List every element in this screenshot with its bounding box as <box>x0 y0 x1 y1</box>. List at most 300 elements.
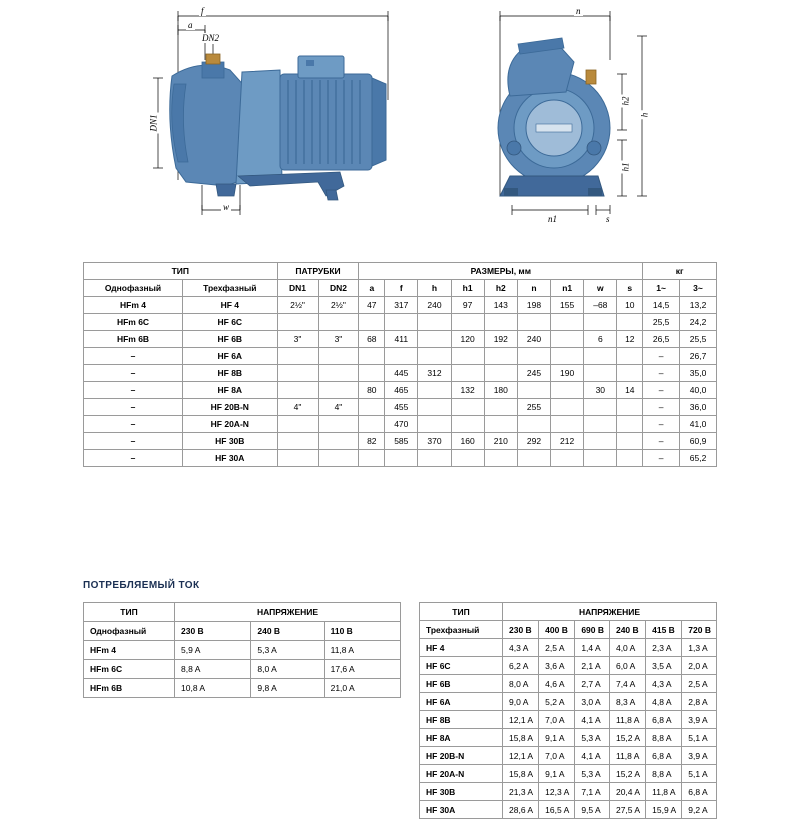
table-row <box>84 314 717 331</box>
cell-current-3: 6,0 A <box>609 657 645 675</box>
cell-h1 <box>451 365 484 382</box>
cell-n: 245 <box>517 365 550 382</box>
cell-current-5: 2,8 A <box>682 693 717 711</box>
cell-a <box>359 365 385 382</box>
cell-dn2 <box>318 314 359 331</box>
header-col-a: a <box>359 280 385 297</box>
header-voltage-690: 690 В <box>575 621 610 639</box>
cell-single-phase-type: – <box>84 348 183 365</box>
cell-current-1: 9,1 A <box>539 729 575 747</box>
table-subheader-row <box>84 280 717 297</box>
header-voltage-415: 415 В <box>646 621 682 639</box>
cell-f: 455 <box>385 399 418 416</box>
dim-label-dn2: DN2 <box>202 33 220 43</box>
cell-three-phase-type: HF 6C <box>183 314 278 331</box>
cell-n <box>517 314 550 331</box>
header-type: ТИП <box>84 263 278 280</box>
cell-f: 445 <box>385 365 418 382</box>
cell-h2 <box>484 450 517 467</box>
cell-h1 <box>451 450 484 467</box>
cell-dn2: 2½" <box>318 297 359 314</box>
cell-n <box>517 450 550 467</box>
cell-current-4: 3,5 A <box>646 657 682 675</box>
cell-h1: 132 <box>451 382 484 399</box>
cell-weight-3ph: 41,0 <box>680 416 717 433</box>
cell-dn2: 3" <box>318 331 359 348</box>
cell-n1: 155 <box>551 297 584 314</box>
cell-weight-3ph: 40,0 <box>680 382 717 399</box>
cell-type: HF 6A <box>420 693 503 711</box>
cell-h2 <box>484 365 517 382</box>
cell-single-phase-type: – <box>84 399 183 416</box>
cell-type: HF 6C <box>420 657 503 675</box>
dim-label-dn1: DN1 <box>148 114 159 132</box>
table-row <box>420 765 717 783</box>
cell-weight-3ph: 13,2 <box>680 297 717 314</box>
cell-type: HF 20A-N <box>420 765 503 783</box>
cell-weight-1ph: – <box>643 382 680 399</box>
technical-drawings <box>0 0 800 232</box>
cell-n <box>517 382 550 399</box>
table-row <box>420 801 717 819</box>
cell-current-0: 6,2 A <box>503 657 539 675</box>
header-col-f: f <box>385 280 418 297</box>
cell-current-1: 3,6 A <box>539 657 575 675</box>
header-type: ТИП <box>84 603 175 622</box>
cell-current-3: 11,8 A <box>609 711 645 729</box>
dim-label-h2: h2 <box>620 96 631 106</box>
dim-label-s: s <box>606 214 610 224</box>
cell-three-phase-type: HF 30A <box>183 450 278 467</box>
cell-type: HF 30A <box>420 801 503 819</box>
cell-f: 465 <box>385 382 418 399</box>
cell-current-4: 8,8 A <box>646 765 682 783</box>
cell-w <box>584 433 617 450</box>
table-row <box>420 693 717 711</box>
table-row <box>84 331 717 348</box>
header-single-phase: Однофазный <box>84 280 183 297</box>
cell-three-phase-type: HF 20B-N <box>183 399 278 416</box>
cell-weight-1ph: – <box>643 399 680 416</box>
cell-current-0: 12,1 A <box>503 711 539 729</box>
cell-current-2: 1,4 A <box>575 639 610 657</box>
cell-s <box>617 399 643 416</box>
header-col-s: s <box>617 280 643 297</box>
header-type: ТИП <box>420 603 503 621</box>
cell-current-5: 5,1 A <box>682 729 717 747</box>
cell-current-1: 5,2 A <box>539 693 575 711</box>
cell-weight-1ph: – <box>643 433 680 450</box>
cell-dn1: 2½" <box>277 297 318 314</box>
cell-current-4: 8,8 A <box>646 729 682 747</box>
cell-w <box>584 399 617 416</box>
cell-current-1: 9,1 A <box>539 765 575 783</box>
cell-current-4: 4,3 A <box>646 675 682 693</box>
header-voltage-240: 240 В <box>251 622 324 641</box>
cell-current-2: 3,0 A <box>575 693 610 711</box>
header-col-n: n <box>517 280 550 297</box>
cell-current-1: 8,0 A <box>251 660 324 679</box>
table-header-row <box>84 263 717 280</box>
cell-h2 <box>484 314 517 331</box>
cell-s <box>617 314 643 331</box>
cell-dn2 <box>318 382 359 399</box>
cell-n <box>517 348 550 365</box>
header-three-phase: Трехфазный <box>420 621 503 639</box>
cell-f: 470 <box>385 416 418 433</box>
dim-label-h1: h1 <box>620 162 631 172</box>
front-view-drawing <box>470 0 730 232</box>
cell-n1 <box>551 416 584 433</box>
cell-n1 <box>551 450 584 467</box>
cell-single-phase-type: – <box>84 382 183 399</box>
header-voltage-110: 110 В <box>324 622 400 641</box>
cell-weight-1ph: – <box>643 365 680 382</box>
cell-dn1 <box>277 365 318 382</box>
cell-current-3: 7,4 A <box>609 675 645 693</box>
cell-h <box>418 382 451 399</box>
cell-w <box>584 416 617 433</box>
header-voltage-400: 400 В <box>539 621 575 639</box>
cell-w <box>584 450 617 467</box>
header-col-h2: h2 <box>484 280 517 297</box>
cell-current-5: 6,8 A <box>682 783 717 801</box>
cell-type: HFm 6C <box>84 660 175 679</box>
cell-current-1: 7,0 A <box>539 747 575 765</box>
cell-current-2: 11,8 A <box>324 641 400 660</box>
cell-h1: 97 <box>451 297 484 314</box>
cell-current-5: 3,9 A <box>682 747 717 765</box>
table-row <box>420 657 717 675</box>
dim-label-w: w <box>223 202 230 212</box>
table-row <box>420 783 717 801</box>
cell-current-5: 5,1 A <box>682 765 717 783</box>
dim-label-f: f <box>201 6 204 16</box>
cell-current-2: 21,0 A <box>324 679 400 698</box>
cell-dn2 <box>318 450 359 467</box>
cell-current-3: 15,2 A <box>609 729 645 747</box>
cell-type: HF 4 <box>420 639 503 657</box>
cell-type: HF 6B <box>420 675 503 693</box>
cell-dn1: 3" <box>277 331 318 348</box>
cell-a: 82 <box>359 433 385 450</box>
cell-weight-3ph: 26,7 <box>680 348 717 365</box>
cell-current-1: 12,3 A <box>539 783 575 801</box>
cell-f: 317 <box>385 297 418 314</box>
cell-three-phase-type: HF 4 <box>183 297 278 314</box>
cell-current-1: 16,5 A <box>539 801 575 819</box>
cell-current-4: 6,8 A <box>646 711 682 729</box>
cell-h <box>418 314 451 331</box>
header-ports: ПАТРУБКИ <box>277 263 359 280</box>
cell-w <box>584 365 617 382</box>
cell-weight-1ph: 26,5 <box>643 331 680 348</box>
cell-a <box>359 416 385 433</box>
cell-current-1: 9,8 A <box>251 679 324 698</box>
table-row <box>84 365 717 382</box>
cell-dn2 <box>318 433 359 450</box>
cell-h2: 180 <box>484 382 517 399</box>
cell-h <box>418 348 451 365</box>
header-voltage-720: 720 В <box>682 621 717 639</box>
cell-s <box>617 348 643 365</box>
table-row <box>84 660 401 679</box>
single-phase-current-table <box>83 602 401 698</box>
cell-dn1 <box>277 314 318 331</box>
cell-weight-3ph: 36,0 <box>680 399 717 416</box>
cell-type: HF 20B-N <box>420 747 503 765</box>
header-voltage: НАПРЯЖЕНИЕ <box>503 603 717 621</box>
cell-current-0: 15,8 A <box>503 729 539 747</box>
cell-n1: 212 <box>551 433 584 450</box>
cell-current-2: 4,1 A <box>575 711 610 729</box>
cell-single-phase-type: – <box>84 450 183 467</box>
cell-three-phase-type: HF 6A <box>183 348 278 365</box>
cell-n1 <box>551 348 584 365</box>
cell-h: 312 <box>418 365 451 382</box>
cell-weight-3ph: 65,2 <box>680 450 717 467</box>
header-weight-1ph: 1~ <box>643 280 680 297</box>
header-voltage: НАПРЯЖЕНИЕ <box>175 603 401 622</box>
table-header-row <box>84 603 401 622</box>
cell-weight-3ph: 60,9 <box>680 433 717 450</box>
cell-three-phase-type: HF 8B <box>183 365 278 382</box>
table-row <box>84 399 717 416</box>
cell-current-4: 4,8 A <box>646 693 682 711</box>
cell-type: HF 30B <box>420 783 503 801</box>
cell-type: HF 8A <box>420 729 503 747</box>
cell-current-4: 2,3 A <box>646 639 682 657</box>
cell-s <box>617 433 643 450</box>
cell-dn1 <box>277 416 318 433</box>
cell-current-3: 27,5 A <box>609 801 645 819</box>
header-col-n1: n1 <box>551 280 584 297</box>
cell-current-2: 5,3 A <box>575 729 610 747</box>
cell-current-0: 9,0 A <box>503 693 539 711</box>
cell-current-0: 4,3 A <box>503 639 539 657</box>
cell-a: 80 <box>359 382 385 399</box>
cell-current-0: 21,3 A <box>503 783 539 801</box>
cell-current-5: 9,2 A <box>682 801 717 819</box>
header-col-h1: h1 <box>451 280 484 297</box>
cell-h: 370 <box>418 433 451 450</box>
header-weight-3ph: 3~ <box>680 280 717 297</box>
table-row <box>84 416 717 433</box>
table-row <box>84 297 717 314</box>
cell-h <box>418 416 451 433</box>
cell-dn2 <box>318 416 359 433</box>
dim-label-a: a <box>188 20 193 30</box>
cell-n1 <box>551 399 584 416</box>
header-dn1: DN1 <box>277 280 318 297</box>
cell-n1 <box>551 331 584 348</box>
table-row <box>420 747 717 765</box>
cell-h1 <box>451 348 484 365</box>
cell-dn1: 4" <box>277 399 318 416</box>
cell-a: 47 <box>359 297 385 314</box>
cell-current-3: 20,4 A <box>609 783 645 801</box>
cell-h2: 210 <box>484 433 517 450</box>
header-voltage-230: 230 В <box>503 621 539 639</box>
cell-s: 14 <box>617 382 643 399</box>
cell-n: 198 <box>517 297 550 314</box>
header-col-w: w <box>584 280 617 297</box>
cell-type: HF 8B <box>420 711 503 729</box>
cell-three-phase-type: HF 20A-N <box>183 416 278 433</box>
cell-dn2: 4" <box>318 399 359 416</box>
dim-label-h: h <box>639 112 650 118</box>
cell-current-0: 15,8 A <box>503 765 539 783</box>
table-row <box>420 729 717 747</box>
cell-weight-1ph: 25,5 <box>643 314 680 331</box>
cell-three-phase-type: HF 6B <box>183 331 278 348</box>
cell-single-phase-type: – <box>84 416 183 433</box>
cell-three-phase-type: HF 30B <box>183 433 278 450</box>
cell-current-5: 2,5 A <box>682 675 717 693</box>
cell-n <box>517 416 550 433</box>
cell-h <box>418 399 451 416</box>
cell-h <box>418 450 451 467</box>
cell-a <box>359 399 385 416</box>
cell-weight-1ph: – <box>643 450 680 467</box>
table-row <box>84 382 717 399</box>
cell-h2 <box>484 416 517 433</box>
cell-h2: 192 <box>484 331 517 348</box>
cell-single-phase-type: HFm 4 <box>84 297 183 314</box>
cell-current-0: 8,8 A <box>175 660 251 679</box>
cell-current-1: 2,5 A <box>539 639 575 657</box>
dimensions-table <box>83 262 717 467</box>
cell-weight-1ph: 14,5 <box>643 297 680 314</box>
cell-n1 <box>551 314 584 331</box>
cell-n: 240 <box>517 331 550 348</box>
cell-single-phase-type: HFm 6B <box>84 331 183 348</box>
cell-type: HFm 6B <box>84 679 175 698</box>
cell-current-0: 28,6 A <box>503 801 539 819</box>
cell-current-2: 2,1 A <box>575 657 610 675</box>
cell-f <box>385 314 418 331</box>
table-row <box>84 641 401 660</box>
cell-dn1 <box>277 450 318 467</box>
cell-current-2: 9,5 A <box>575 801 610 819</box>
cell-current-4: 6,8 A <box>646 747 682 765</box>
cell-s <box>617 365 643 382</box>
cell-a <box>359 348 385 365</box>
table-row <box>420 675 717 693</box>
cell-h1 <box>451 399 484 416</box>
cell-h1 <box>451 314 484 331</box>
cell-h <box>418 331 451 348</box>
cell-s: 12 <box>617 331 643 348</box>
cell-weight-1ph: – <box>643 416 680 433</box>
dim-label-n: n <box>576 6 581 16</box>
cell-weight-3ph: 35,0 <box>680 365 717 382</box>
cell-s <box>617 450 643 467</box>
cell-a <box>359 450 385 467</box>
cell-single-phase-type: – <box>84 433 183 450</box>
table-row <box>420 639 717 657</box>
three-phase-current-table <box>419 602 717 819</box>
header-single-phase: Однофазный <box>84 622 175 641</box>
current-section-title: ПОТРЕБЛЯЕМЫЙ ТОК <box>83 580 200 591</box>
cell-current-0: 12,1 A <box>503 747 539 765</box>
cell-f: 411 <box>385 331 418 348</box>
cell-single-phase-type: – <box>84 365 183 382</box>
cell-s: 10 <box>617 297 643 314</box>
cell-w <box>584 314 617 331</box>
table-row <box>84 450 717 467</box>
table-subheader-row <box>84 622 401 641</box>
cell-current-5: 3,9 A <box>682 711 717 729</box>
cell-current-3: 15,2 A <box>609 765 645 783</box>
cell-current-0: 10,8 A <box>175 679 251 698</box>
cell-weight-3ph: 24,2 <box>680 314 717 331</box>
cell-weight-1ph: – <box>643 348 680 365</box>
cell-dn2 <box>318 365 359 382</box>
cell-dn1 <box>277 433 318 450</box>
cell-w: –68 <box>584 297 617 314</box>
cell-s <box>617 416 643 433</box>
table-subheader-row <box>420 621 717 639</box>
header-voltage-240: 240 В <box>609 621 645 639</box>
cell-current-2: 7,1 A <box>575 783 610 801</box>
cell-dn1 <box>277 382 318 399</box>
cell-current-0: 5,9 A <box>175 641 251 660</box>
cell-three-phase-type: HF 8A <box>183 382 278 399</box>
table-header-row <box>420 603 717 621</box>
cell-dn1 <box>277 348 318 365</box>
cell-single-phase-type: HFm 6C <box>84 314 183 331</box>
cell-weight-3ph: 25,5 <box>680 331 717 348</box>
cell-current-5: 2,0 A <box>682 657 717 675</box>
cell-current-3: 8,3 A <box>609 693 645 711</box>
cell-h1 <box>451 416 484 433</box>
cell-h1: 160 <box>451 433 484 450</box>
cell-current-1: 5,3 A <box>251 641 324 660</box>
table-row <box>420 711 717 729</box>
table-row <box>84 679 401 698</box>
cell-h2 <box>484 399 517 416</box>
cell-type: HFm 4 <box>84 641 175 660</box>
cell-current-2: 2,7 A <box>575 675 610 693</box>
cell-current-2: 4,1 A <box>575 747 610 765</box>
cell-w: 6 <box>584 331 617 348</box>
cell-h: 240 <box>418 297 451 314</box>
header-three-phase: Трехфазный <box>183 280 278 297</box>
cell-h2: 143 <box>484 297 517 314</box>
cell-h2 <box>484 348 517 365</box>
cell-current-0: 8,0 A <box>503 675 539 693</box>
cell-w <box>584 348 617 365</box>
cell-n: 292 <box>517 433 550 450</box>
cell-current-1: 7,0 A <box>539 711 575 729</box>
cell-current-2: 17,6 A <box>324 660 400 679</box>
cell-a <box>359 314 385 331</box>
cell-current-5: 1,3 A <box>682 639 717 657</box>
table-row <box>84 433 717 450</box>
cell-f <box>385 450 418 467</box>
cell-current-4: 11,8 A <box>646 783 682 801</box>
header-weight: кг <box>643 263 717 280</box>
header-dn2: DN2 <box>318 280 359 297</box>
cell-current-2: 5,3 A <box>575 765 610 783</box>
cell-f: 585 <box>385 433 418 450</box>
cell-current-3: 11,8 A <box>609 747 645 765</box>
header-voltage-230: 230 В <box>175 622 251 641</box>
cell-dn2 <box>318 348 359 365</box>
cell-a: 68 <box>359 331 385 348</box>
cell-n1 <box>551 382 584 399</box>
